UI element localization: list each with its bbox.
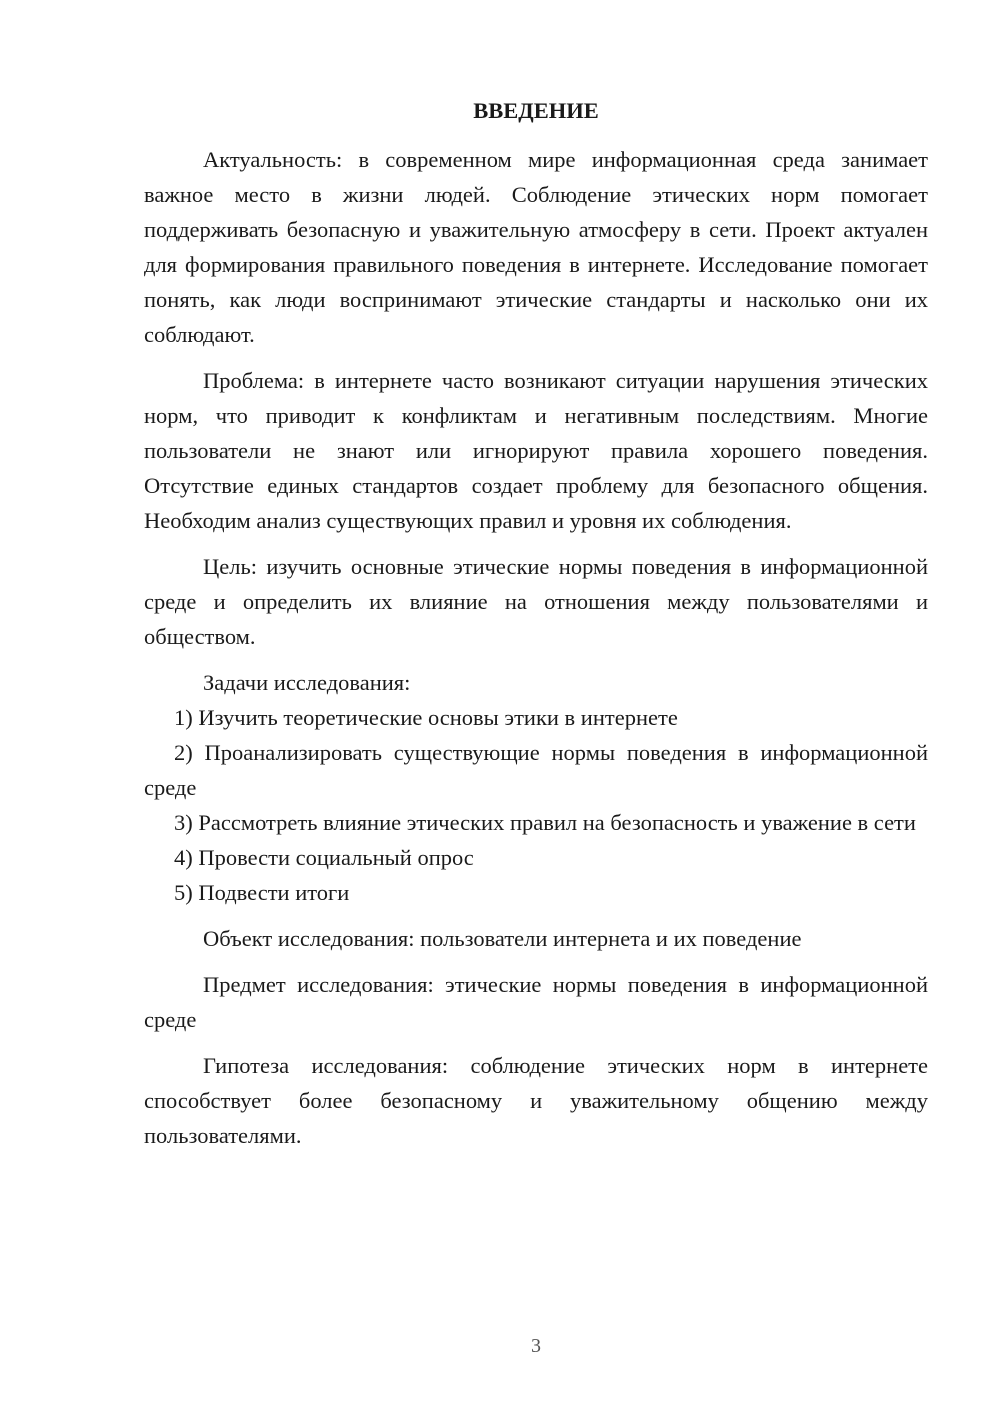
task-item-5: 5) Подвести итоги (174, 880, 350, 905)
goal-paragraph: Цель: изучить основные этические нормы поведения в информационной среде и определить их влияние на отношения между пользователями и обществом. (144, 554, 928, 649)
task-item-1: 1) Изучить теоретические основы этики в интернете (174, 705, 678, 730)
subject-paragraph: Предмет исследования: этические нормы поведения в информационной среде (144, 972, 928, 1032)
tasks-list (144, 700, 928, 910)
tasks-title: Задачи исследования: (203, 670, 411, 695)
page-number: 3 (531, 1335, 541, 1357)
relevance-paragraph: Актуальность: в современном мире информационная среда занимает важное место в жизни людей. Соблюдение этических норм помогает поддерживать безопасную и уважительную атмосферу в сети. Проект актуален для формирования правильного поведения в интернете. Исследование помогает понять, как люди воспринимают этические стандарты и насколько они их соблюдают. (144, 147, 928, 347)
task-item-2: 2) Проанализировать существующие нормы поведения в информационной среде (144, 740, 928, 800)
problem-paragraph: Проблема: в интернете часто возникают ситуации нарушения этических норм, что приводит к конфликтам и негативным последствиям. Многие пользователи не знают или игнорируют правила хорошего поведения. Отсутствие единых стандартов создает проблему для безопасного общения. Необходим анализ существующих правил и уровня их соблюдения. (144, 368, 928, 533)
page-content (144, 93, 928, 1153)
task-item-3: 3) Рассмотреть влияние этических правил на безопасность и уважение в сети (174, 810, 916, 835)
object-paragraph: Объект исследования: пользователи интернета и их поведение (203, 926, 802, 951)
hypothesis-paragraph: Гипотеза исследования: соблюдение этических норм в интернете способствует более безопасному и уважительному общению между пользователями. (144, 1053, 928, 1148)
page-heading: ВВЕДЕНИЕ (473, 98, 599, 123)
task-item-4: 4) Провести социальный опрос (174, 845, 474, 870)
